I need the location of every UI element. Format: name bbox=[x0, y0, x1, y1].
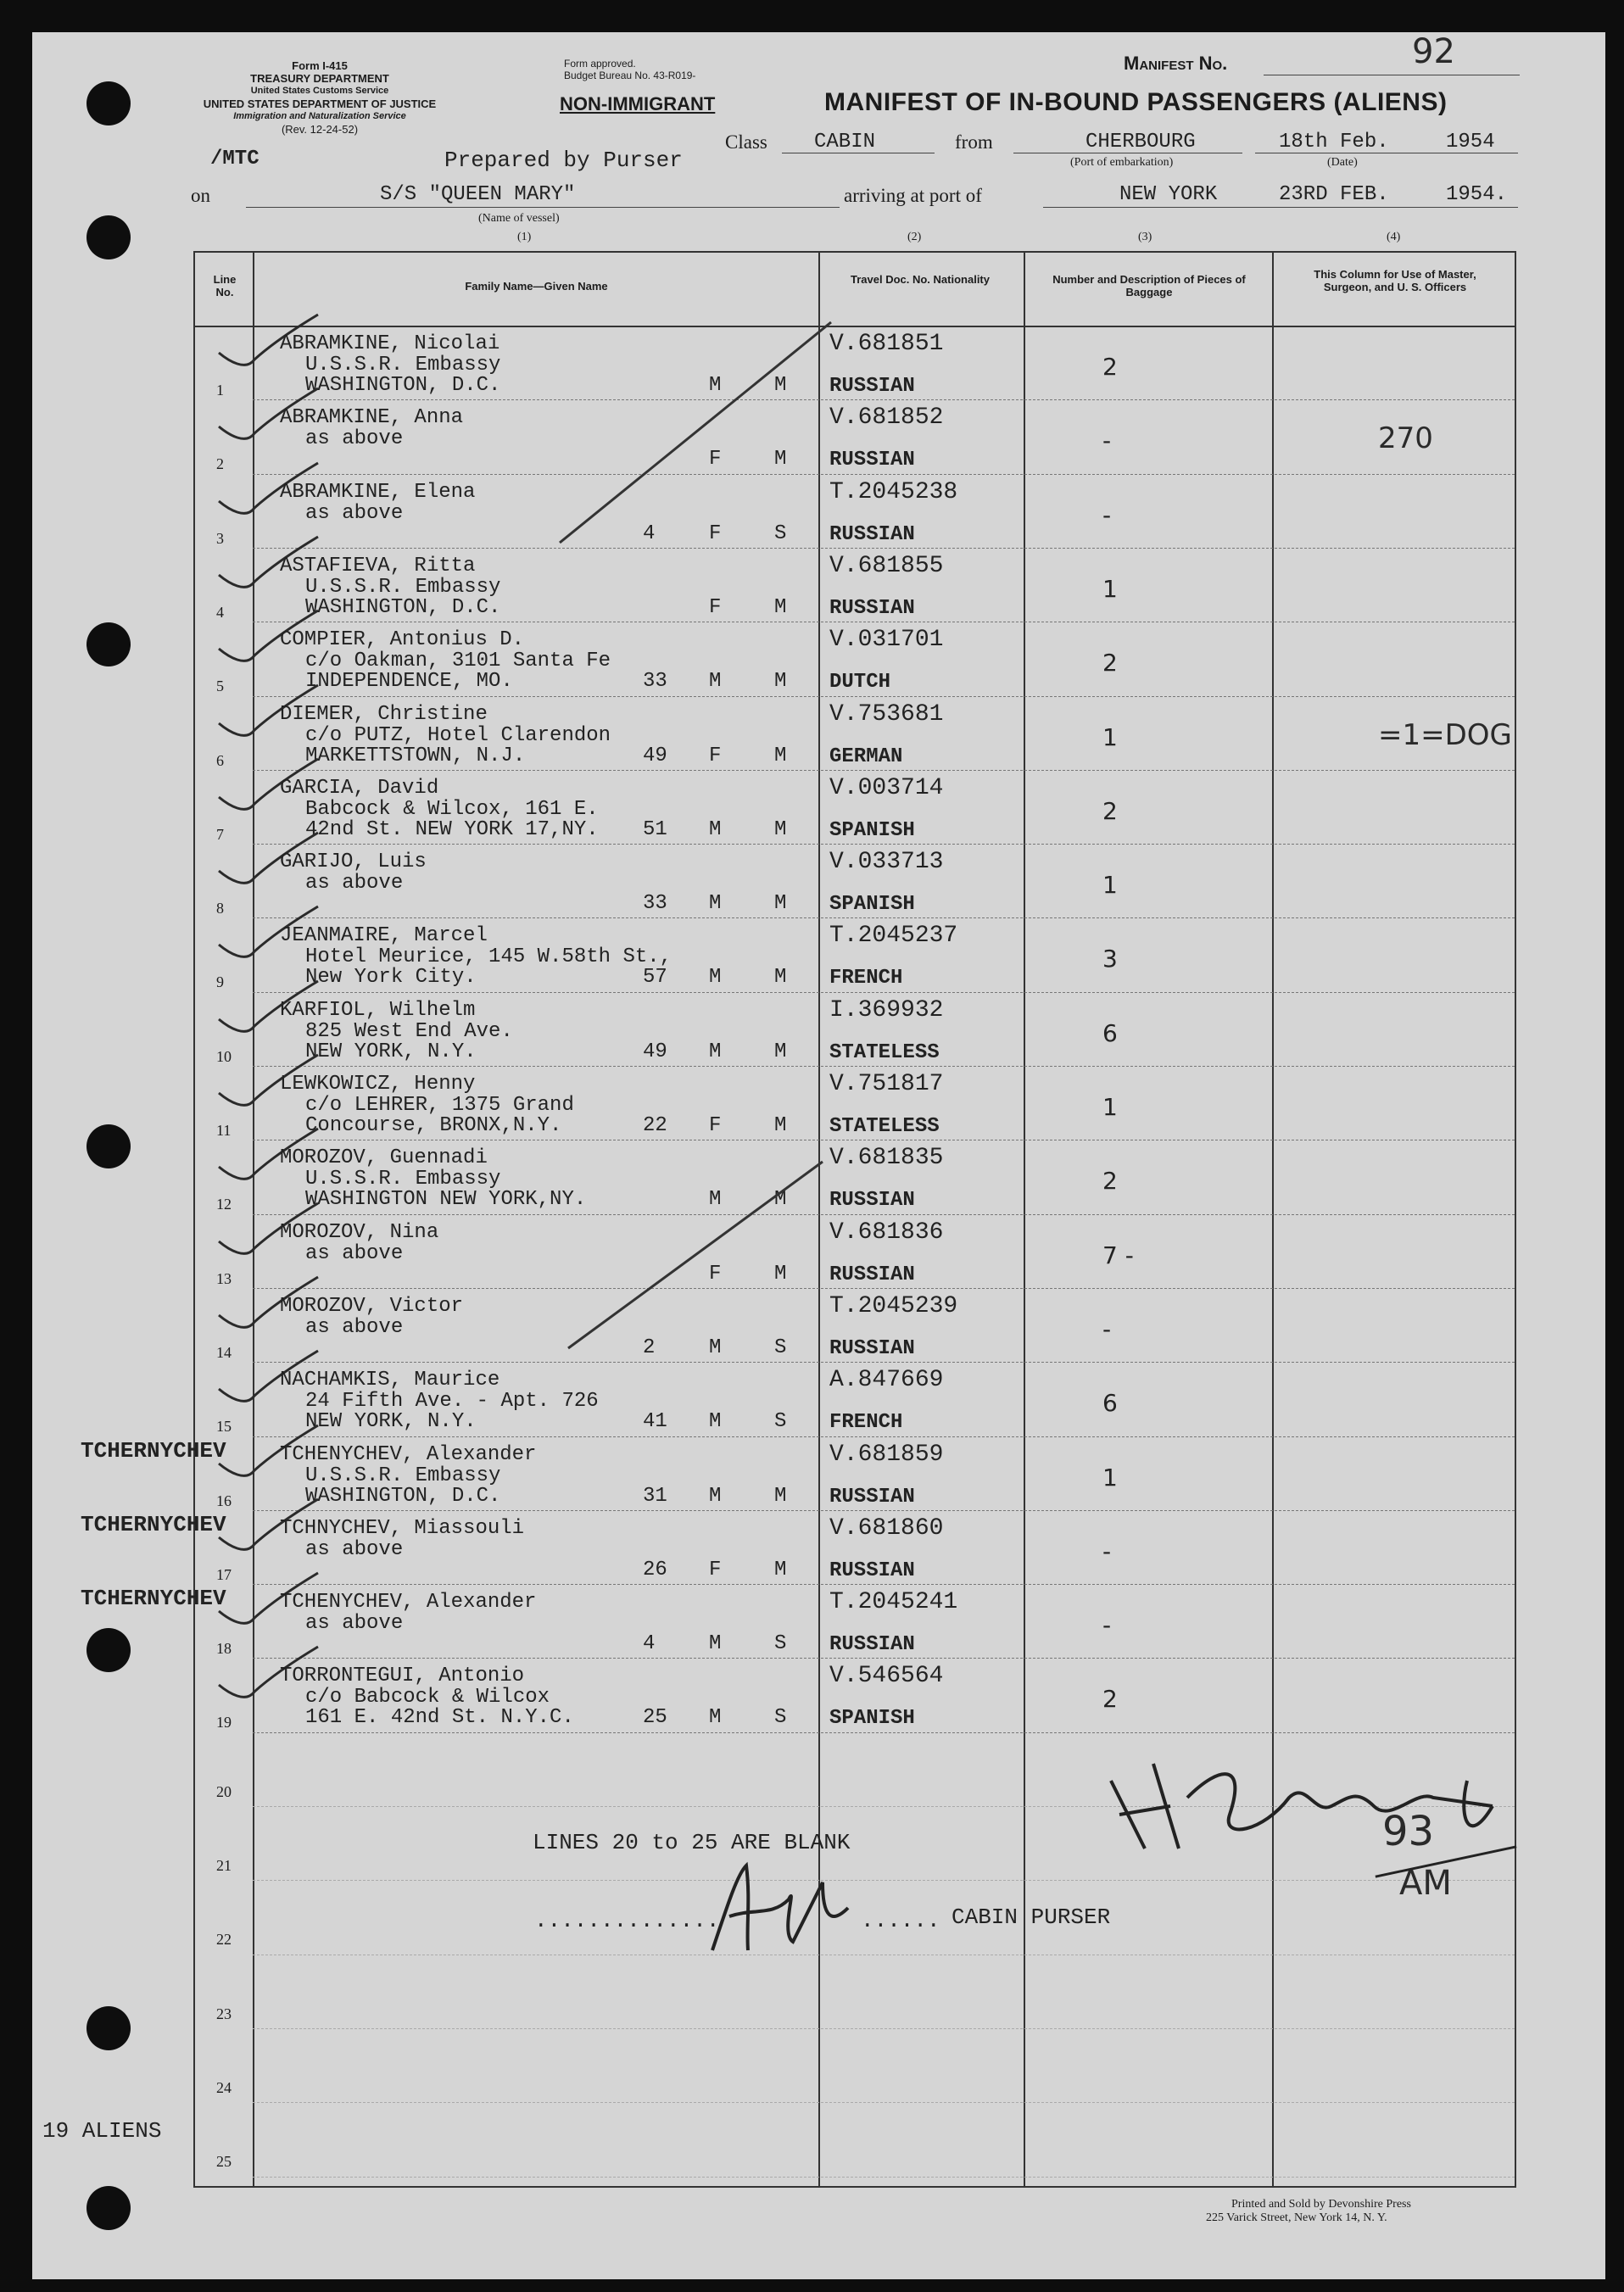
passenger-name: JEANMAIRE, Marcel bbox=[280, 924, 488, 948]
manifest-number: 92 bbox=[1412, 32, 1455, 71]
passenger-sex: F bbox=[709, 521, 722, 545]
line-number: 2 bbox=[216, 455, 224, 473]
punch-hole bbox=[87, 2006, 131, 2050]
passenger-sex: M bbox=[709, 1188, 722, 1212]
arrival-year: 1954. bbox=[1446, 183, 1508, 206]
line-number: 5 bbox=[216, 678, 224, 695]
travel-doc-number: T.2045237 bbox=[829, 923, 958, 950]
line-number: 20 bbox=[216, 1782, 232, 1800]
non-immigrant-label: NON-IMMIGRANT bbox=[560, 93, 716, 114]
line-number: 8 bbox=[216, 900, 224, 917]
passenger-marital-status: M bbox=[774, 1040, 787, 1063]
passenger-address-1: U.S.S.R. Embassy bbox=[305, 354, 501, 376]
passenger-address-2: WASHINGTON NEW YORK,NY. bbox=[305, 1188, 587, 1212]
passenger-marital-status: M bbox=[774, 1558, 787, 1581]
baggage-count: 1 bbox=[1102, 722, 1118, 751]
dept-justice: UNITED STATES DEPARTMENT OF JUSTICE bbox=[203, 98, 437, 110]
line-number: 11 bbox=[216, 1122, 232, 1139]
passenger-sex: F bbox=[709, 448, 722, 471]
line-number: 19 bbox=[216, 1714, 232, 1732]
passenger-name: COMPIER, Antonius D. bbox=[280, 628, 525, 652]
travel-doc-number: V.681855 bbox=[829, 552, 944, 579]
nationality: STATELESS bbox=[829, 1115, 940, 1138]
passenger-name: ABRAMKINE, Nicolai bbox=[280, 332, 500, 355]
travel-doc-number: V.751817 bbox=[829, 1071, 944, 1097]
punch-hole bbox=[87, 81, 131, 125]
officer-note: 270 bbox=[1378, 421, 1433, 456]
passenger-age: 49 bbox=[643, 1040, 667, 1063]
travel-doc-number: V.681859 bbox=[829, 1441, 944, 1468]
form-number: Form I-415 bbox=[292, 59, 348, 72]
vessel-name: S/S "QUEEN MARY" bbox=[380, 183, 576, 206]
mtc-code: /MTC bbox=[210, 148, 260, 170]
passenger-age: 25 bbox=[643, 1706, 667, 1730]
passenger-sex: F bbox=[709, 744, 722, 767]
passenger-sex: M bbox=[709, 670, 722, 694]
passenger-name: LEWKOWICZ, Henny bbox=[280, 1073, 476, 1096]
passenger-sex: F bbox=[709, 1114, 722, 1137]
manifest-title: MANIFEST OF IN-BOUND PASSENGERS (ALIENS) bbox=[824, 88, 1448, 116]
passenger-sex: M bbox=[709, 1484, 722, 1508]
officer-note: =1=DOG bbox=[1378, 717, 1512, 752]
embark-date: 18th Feb. bbox=[1279, 131, 1389, 153]
baggage-count: 7 - bbox=[1102, 1241, 1134, 1269]
nationality: DUTCH bbox=[829, 671, 891, 694]
passenger-address-1: as above bbox=[305, 427, 404, 451]
line-number: 18 bbox=[216, 1640, 232, 1658]
vessel-caption: (Name of vessel) bbox=[478, 212, 560, 225]
printer-line-2: 225 Varick Street, New York 14, N. Y. bbox=[1206, 2211, 1387, 2224]
line-number: 10 bbox=[216, 1047, 232, 1065]
baggage-count: - bbox=[1102, 500, 1112, 529]
nationality: SPANISH bbox=[829, 1707, 915, 1731]
passenger-address-1: c/o LEHRER, 1375 Grand bbox=[305, 1094, 574, 1117]
form-revision: (Rev. 12-24-52) bbox=[281, 123, 359, 136]
travel-doc-number: T.2045241 bbox=[829, 1589, 958, 1616]
travel-doc-number: V.681835 bbox=[829, 1145, 944, 1172]
passenger-marital-status: M bbox=[774, 1484, 787, 1508]
passenger-age: 4 bbox=[643, 521, 656, 545]
nationality: RUSSIAN bbox=[829, 375, 915, 398]
passenger-age: 2 bbox=[643, 1336, 656, 1359]
travel-doc-number: V.003714 bbox=[829, 774, 944, 801]
blank-lines-note: LINES 20 to 25 ARE BLANK bbox=[533, 1830, 851, 1855]
line-number: 4 bbox=[216, 603, 224, 621]
passenger-address-1: as above bbox=[305, 1315, 404, 1339]
passenger-marital-status: S bbox=[774, 1706, 787, 1730]
passenger-marital-status: M bbox=[774, 1114, 787, 1137]
travel-doc-number: I.369932 bbox=[829, 996, 944, 1023]
col-baggage: Number and Description of Pieces of Baggage bbox=[1052, 273, 1246, 298]
passenger-marital-status: M bbox=[774, 374, 787, 397]
travel-doc-number: V.681852 bbox=[829, 404, 944, 432]
passenger-address-1: as above bbox=[305, 1612, 404, 1636]
passenger-address-1: U.S.S.R. Embassy bbox=[305, 1168, 501, 1191]
col1-number: (1) bbox=[517, 231, 532, 243]
col3-number: (3) bbox=[1138, 231, 1152, 243]
form-approval bbox=[564, 58, 695, 81]
embark-year: 1954 bbox=[1446, 131, 1495, 153]
passenger-address-1: as above bbox=[305, 872, 404, 895]
nationality: SPANISH bbox=[829, 893, 915, 917]
approved-text: Form approved. bbox=[564, 58, 636, 70]
passenger-age: 31 bbox=[643, 1484, 667, 1508]
passenger-name: MOROZOV, Nina bbox=[280, 1220, 439, 1244]
arrival-date: 23RD FEB. bbox=[1279, 183, 1389, 206]
purser-title: CABIN PURSER bbox=[952, 1904, 1111, 1930]
passenger-address-1: Hotel Meurice, 145 W.58th St., bbox=[305, 945, 672, 969]
passenger-marital-status: M bbox=[774, 817, 787, 841]
travel-doc-number: V.033713 bbox=[829, 849, 944, 876]
travel-doc-number: V.753681 bbox=[829, 700, 944, 728]
baggage-count: - bbox=[1102, 427, 1112, 455]
travel-doc-number: A.847669 bbox=[829, 1367, 944, 1394]
passenger-address-2: NEW YORK, N.Y. bbox=[305, 1410, 477, 1434]
passenger-address-1: 24 Fifth Ave. - Apt. 726 bbox=[305, 1390, 599, 1414]
line-number: 15 bbox=[216, 1418, 232, 1436]
passenger-address-2: WASHINGTON, D.C. bbox=[305, 1484, 501, 1508]
baggage-count: 6 bbox=[1102, 1018, 1118, 1047]
name-correction: TCHERNYCHEV bbox=[81, 1437, 226, 1464]
passenger-address-1: as above bbox=[305, 1537, 404, 1561]
passenger-name: MOROZOV, Victor bbox=[280, 1294, 464, 1318]
passenger-name: ASTAFIEVA, Ritta bbox=[280, 554, 476, 577]
passenger-sex: M bbox=[709, 1410, 722, 1434]
line-number: 9 bbox=[216, 973, 224, 991]
baggage-count: - bbox=[1102, 1314, 1112, 1343]
passenger-marital-status: M bbox=[774, 744, 787, 767]
passenger-name: KARFIOL, Wilhelm bbox=[280, 998, 476, 1022]
baggage-count: 1 bbox=[1102, 1463, 1118, 1492]
purser-signature bbox=[695, 1849, 865, 1967]
line-number: 1 bbox=[216, 382, 224, 399]
passenger-age: 57 bbox=[643, 966, 667, 990]
alien-count: 19 ALIENS bbox=[42, 2118, 162, 2144]
purser-signature-line: .............. bbox=[534, 1908, 720, 1933]
passenger-address-1: 825 West End Ave. bbox=[305, 1019, 513, 1043]
passenger-address-2: MARKETTSTOWN, N.J. bbox=[305, 744, 526, 767]
from-label: from bbox=[955, 131, 993, 153]
nationality: RUSSIAN bbox=[829, 1336, 915, 1360]
passenger-age: 51 bbox=[643, 817, 667, 841]
passenger-address-1: U.S.S.R. Embassy bbox=[305, 575, 501, 599]
passenger-address-1: as above bbox=[305, 1241, 404, 1265]
baggage-count: 2 bbox=[1102, 1167, 1118, 1196]
nationality: RUSSIAN bbox=[829, 1485, 915, 1508]
prepared-by: Prepared by Purser bbox=[444, 148, 683, 173]
passenger-name: DIEMER, Christine bbox=[280, 702, 488, 726]
passenger-marital-status: S bbox=[774, 1632, 787, 1656]
line-number: 16 bbox=[216, 1492, 232, 1509]
col-line-no: Line No. bbox=[213, 273, 237, 298]
line-number: 25 bbox=[216, 2153, 232, 2171]
passenger-age: 41 bbox=[643, 1410, 667, 1434]
passenger-name: NACHAMKIS, Maurice bbox=[280, 1369, 500, 1392]
printer-line-1: Printed and Sold by Devonshire Press bbox=[1231, 2198, 1411, 2211]
passenger-sex: M bbox=[709, 1706, 722, 1730]
passenger-marital-status: M bbox=[774, 1188, 787, 1212]
baggage-count: - bbox=[1102, 1536, 1112, 1565]
audit-strokes bbox=[543, 1153, 848, 1357]
baggage-count: 1 bbox=[1102, 574, 1118, 603]
nationality: STATELESS bbox=[829, 1040, 940, 1064]
passenger-marital-status: M bbox=[774, 1262, 787, 1285]
nationality: RUSSIAN bbox=[829, 522, 915, 546]
line-number: 7 bbox=[216, 825, 224, 843]
passenger-address-2: 42nd St. NEW YORK 17,NY. bbox=[305, 817, 599, 841]
baggage-count: 2 bbox=[1102, 353, 1118, 381]
baggage-count: 3 bbox=[1102, 945, 1118, 973]
travel-doc-number: T.2045239 bbox=[829, 1292, 958, 1319]
passenger-name: ABRAMKINE, Elena bbox=[280, 480, 476, 504]
passenger-name: TCHENYCHEV, Alexander bbox=[280, 1591, 537, 1614]
passenger-sex: F bbox=[709, 1262, 722, 1285]
purser-signature-line-end: ...... bbox=[861, 1908, 940, 1933]
nationality: RUSSIAN bbox=[829, 596, 915, 620]
class-value: CABIN bbox=[814, 131, 876, 153]
passenger-sex: M bbox=[709, 1040, 722, 1063]
inspector-mark: 93 bbox=[1382, 1808, 1435, 1855]
baggage-count: 2 bbox=[1102, 649, 1118, 678]
travel-doc-number: V.546564 bbox=[829, 1663, 944, 1690]
manifest-label: Manifest No. bbox=[1124, 53, 1228, 74]
name-correction: TCHERNYCHEV bbox=[81, 1511, 226, 1537]
line-number: 24 bbox=[216, 2078, 232, 2096]
baggage-count: - bbox=[1102, 1611, 1112, 1640]
travel-doc-number: V.031701 bbox=[829, 627, 944, 654]
form-agencies bbox=[188, 59, 451, 136]
passenger-name: MOROZOV, Guennadi bbox=[280, 1146, 488, 1170]
passenger-age: 33 bbox=[643, 892, 667, 916]
audit-strokes bbox=[509, 288, 933, 560]
passenger-marital-status: S bbox=[774, 1410, 787, 1434]
nationality: RUSSIAN bbox=[829, 1263, 915, 1286]
travel-doc-number: T.2045238 bbox=[829, 478, 958, 505]
arrival-port: NEW YORK bbox=[1119, 183, 1218, 206]
class-label: Class bbox=[725, 131, 767, 153]
passenger-marital-status: M bbox=[774, 966, 787, 990]
passenger-marital-status: M bbox=[774, 892, 787, 916]
passenger-address-2: New York City. bbox=[305, 966, 477, 990]
passenger-address-1: c/o PUTZ, Hotel Clarendon bbox=[305, 723, 611, 747]
punch-hole bbox=[87, 2186, 131, 2230]
passenger-sex: M bbox=[709, 966, 722, 990]
passenger-address-1: c/o Oakman, 3101 Santa Fe bbox=[305, 650, 611, 673]
dept-treasury-sub: United States Customs Service bbox=[250, 86, 389, 96]
passenger-marital-status: M bbox=[774, 670, 787, 694]
baggage-count: 1 bbox=[1102, 871, 1118, 900]
passenger-age: 33 bbox=[643, 670, 667, 694]
punch-hole bbox=[87, 1628, 131, 1672]
nationality: GERMAN bbox=[829, 744, 903, 768]
line-number: 6 bbox=[216, 751, 224, 769]
passenger-address-2: 161 E. 42nd St. N.Y.C. bbox=[305, 1706, 574, 1730]
inspector-mark-initials: AM bbox=[1399, 1864, 1452, 1903]
punch-hole bbox=[87, 1124, 131, 1168]
nationality: RUSSIAN bbox=[829, 1559, 915, 1582]
passenger-name: TCHNYCHEV, Miassouli bbox=[280, 1516, 525, 1540]
budget-text: Budget Bureau No. 43-R019- bbox=[564, 70, 696, 81]
passenger-marital-status: M bbox=[774, 595, 787, 619]
passenger-address-2: WASHINGTON, D.C. bbox=[305, 374, 501, 397]
line-number: 14 bbox=[216, 1343, 232, 1361]
passenger-name: GARIJO, Luis bbox=[280, 850, 427, 874]
passenger-sex: F bbox=[709, 1558, 722, 1581]
passenger-name: TCHENYCHEV, Alexander bbox=[280, 1442, 537, 1466]
passenger-address-2: Concourse, BRONX,N.Y. bbox=[305, 1114, 562, 1137]
passenger-name: GARCIA, David bbox=[280, 776, 439, 800]
passenger-sex: F bbox=[709, 595, 722, 619]
passenger-sex: M bbox=[709, 374, 722, 397]
passenger-address-1: as above bbox=[305, 501, 404, 525]
nationality: FRENCH bbox=[829, 1411, 903, 1435]
nationality: RUSSIAN bbox=[829, 1633, 915, 1657]
line-number: 22 bbox=[216, 1931, 232, 1949]
passenger-sex: M bbox=[709, 1632, 722, 1656]
line-number: 21 bbox=[216, 1857, 232, 1874]
passenger-marital-status: M bbox=[774, 448, 787, 471]
baggage-count: 2 bbox=[1102, 1685, 1118, 1714]
col4-number: (4) bbox=[1387, 231, 1401, 243]
embark-port: CHERBOURG bbox=[1085, 131, 1196, 153]
passenger-address-2: INDEPENDENCE, MO. bbox=[305, 670, 513, 694]
passenger-sex: M bbox=[709, 1336, 722, 1359]
arriving-label: arriving at port of bbox=[844, 185, 982, 206]
travel-doc-number: V.681860 bbox=[829, 1514, 944, 1542]
on-label: on bbox=[191, 185, 210, 206]
passenger-age: 4 bbox=[643, 1632, 656, 1656]
baggage-count: 6 bbox=[1102, 1389, 1118, 1418]
inspector-signature bbox=[1094, 1730, 1535, 1899]
passenger-sex: M bbox=[709, 892, 722, 916]
punch-hole bbox=[87, 215, 131, 259]
col2-number: (2) bbox=[907, 231, 922, 243]
nationality: FRENCH bbox=[829, 967, 903, 990]
nationality: RUSSIAN bbox=[829, 449, 915, 472]
line-number: 3 bbox=[216, 529, 224, 547]
line-number: 23 bbox=[216, 2005, 232, 2022]
passenger-age: 49 bbox=[643, 744, 667, 767]
travel-doc-number: V.681836 bbox=[829, 1218, 944, 1246]
passenger-address-1: c/o Babcock & Wilcox bbox=[305, 1686, 550, 1709]
baggage-count: 1 bbox=[1102, 1093, 1118, 1121]
passenger-sex: M bbox=[709, 817, 722, 841]
passenger-address-2: WASHINGTON, D.C. bbox=[305, 595, 501, 619]
col-name: Family Name—Given Name bbox=[465, 280, 608, 293]
passenger-address-1: Babcock & Wilcox, 161 E. bbox=[305, 797, 599, 821]
dept-justice-sub: Immigration and Naturalization Service bbox=[233, 111, 406, 121]
nationality: SPANISH bbox=[829, 818, 915, 842]
nationality: RUSSIAN bbox=[829, 1189, 915, 1213]
passenger-name: TORRONTEGUI, Antonio bbox=[280, 1665, 525, 1688]
name-correction: TCHERNYCHEV bbox=[81, 1586, 226, 1612]
col-travel-doc: Travel Doc. No. Nationality bbox=[851, 273, 990, 286]
line-number: 12 bbox=[216, 1196, 232, 1213]
travel-doc-number: V.681851 bbox=[829, 331, 944, 357]
punch-hole bbox=[87, 622, 131, 666]
passenger-marital-status: S bbox=[774, 521, 787, 545]
passenger-marital-status: S bbox=[774, 1336, 787, 1359]
passenger-age: 26 bbox=[643, 1558, 667, 1581]
passenger-address-1: U.S.S.R. Embassy bbox=[305, 1464, 501, 1487]
date-caption: (Date) bbox=[1327, 156, 1358, 169]
passenger-age: 22 bbox=[643, 1114, 667, 1137]
col-officers: This Column for Use of Master, Surgeon, and U. S. Officers bbox=[1314, 268, 1476, 293]
line-number: 13 bbox=[216, 1269, 232, 1287]
dept-treasury: TREASURY DEPARTMENT bbox=[250, 72, 389, 85]
embark-port-caption: (Port of embarkation) bbox=[1070, 156, 1174, 169]
passenger-address-2: NEW YORK, N.Y. bbox=[305, 1040, 477, 1063]
baggage-count: 2 bbox=[1102, 796, 1118, 825]
line-number: 17 bbox=[216, 1565, 232, 1583]
passenger-name: ABRAMKINE, Anna bbox=[280, 406, 464, 430]
